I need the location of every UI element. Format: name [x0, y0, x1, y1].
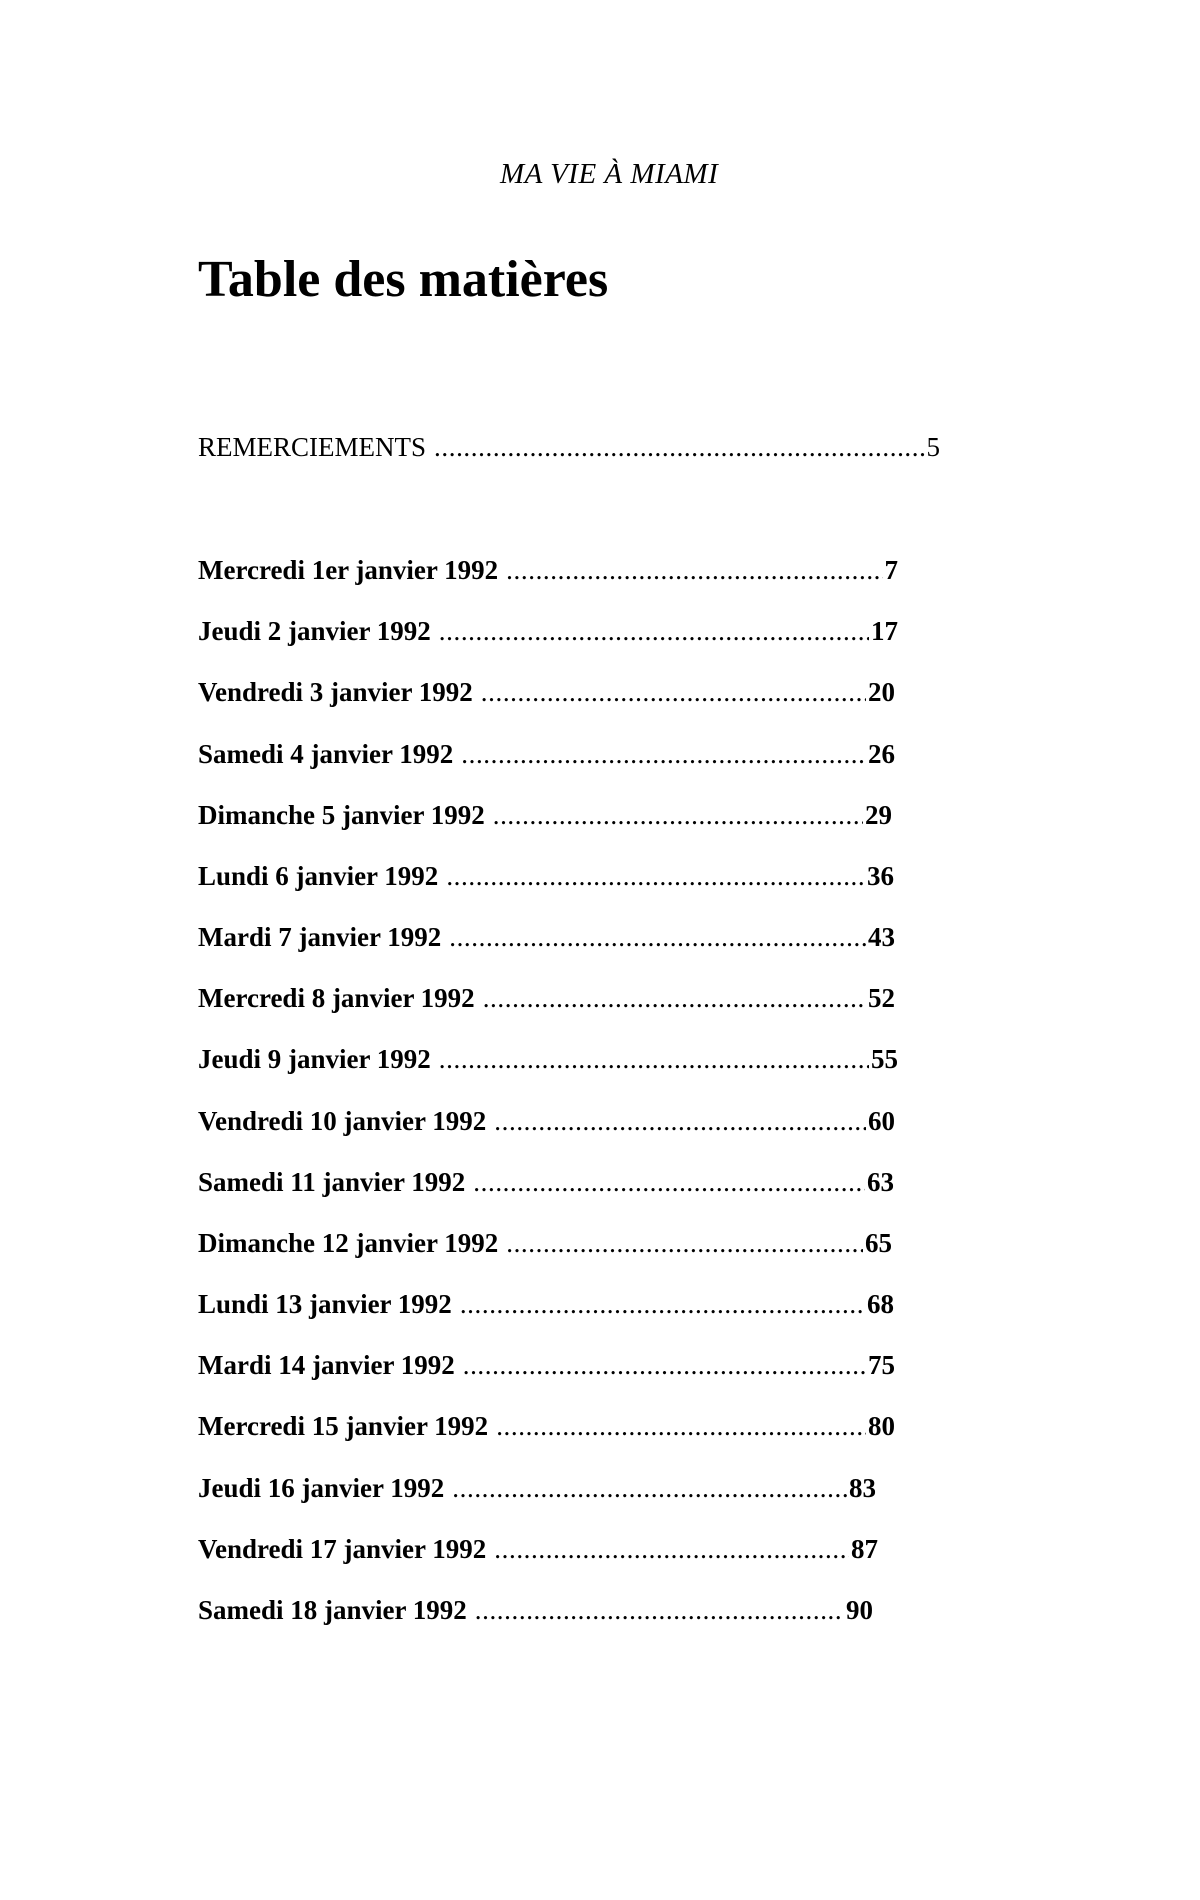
toc-entry-page: 75	[868, 1350, 895, 1380]
toc-entry[interactable]	[198, 1106, 895, 1140]
toc-entry[interactable]	[198, 1473, 876, 1507]
toc-entry[interactable]	[198, 983, 895, 1017]
toc-entry-label: Jeudi 2 janvier 1992	[198, 616, 431, 646]
toc-entry-page: 52	[868, 983, 895, 1013]
running-header: MA VIE À MIAMI	[500, 158, 719, 190]
toc-entry-page: 80	[868, 1411, 895, 1441]
dot-leader	[506, 1228, 863, 1259]
toc-entry-label: Dimanche 5 janvier 1992	[198, 800, 485, 830]
toc-entry-label: Samedi 18 janvier 1992	[198, 1595, 467, 1625]
toc-entry[interactable]	[198, 861, 894, 895]
toc-entry-page: 43	[868, 922, 895, 952]
toc-entry-label: Vendredi 10 janvier 1992	[198, 1106, 487, 1136]
toc-entry-label: Jeudi 16 janvier 1992	[198, 1473, 445, 1503]
dot-leader	[481, 677, 866, 708]
toc-entry-page: 60	[868, 1106, 895, 1136]
toc-entry-page: 83	[849, 1473, 876, 1503]
dot-leader	[493, 800, 863, 831]
page-title: Table des matières	[198, 251, 609, 308]
dot-leader	[452, 1473, 847, 1504]
dot-leader	[449, 922, 866, 953]
toc-entry[interactable]	[198, 1411, 895, 1445]
toc-entry[interactable]	[198, 1289, 894, 1323]
toc-entry[interactable]	[198, 1350, 895, 1384]
toc-entry-label: Samedi 4 janvier 1992	[198, 739, 454, 769]
toc-entry-page: 17	[871, 616, 898, 646]
toc-entry[interactable]	[198, 555, 898, 589]
toc-entry[interactable]	[198, 616, 898, 650]
toc-entry[interactable]	[198, 677, 895, 711]
toc-entry[interactable]	[198, 1167, 894, 1201]
toc-entry-label: Mercredi 1er janvier 1992	[198, 555, 499, 585]
toc-entry-page: 90	[846, 1595, 873, 1625]
dot-leader	[496, 1411, 866, 1442]
toc-entry[interactable]	[198, 922, 895, 956]
toc-entry-label: Mercredi 8 janvier 1992	[198, 983, 475, 1013]
toc-entry-label: Mardi 7 janvier 1992	[198, 922, 442, 952]
toc-entry[interactable]	[198, 1595, 873, 1629]
toc-entry-page: 68	[867, 1289, 894, 1319]
toc-entry-page: 7	[884, 555, 898, 585]
toc-entry[interactable]	[198, 739, 895, 773]
toc-entry-label: Jeudi 9 janvier 1992	[198, 1044, 431, 1074]
dot-leader	[494, 1534, 849, 1565]
dot-leader	[439, 616, 869, 647]
toc-entry-label: Lundi 13 janvier 1992	[198, 1289, 452, 1319]
toc-entry-label: Mercredi 15 janvier 1992	[198, 1411, 489, 1441]
toc-entry-label: Vendredi 3 janvier 1992	[198, 677, 473, 707]
toc-entry-page: 65	[865, 1228, 892, 1258]
toc-entry[interactable]	[198, 1044, 898, 1078]
dot-leader	[434, 432, 924, 463]
toc-entry[interactable]	[198, 800, 892, 834]
dot-leader	[439, 1044, 869, 1075]
toc-entry-page: 20	[868, 677, 895, 707]
dot-leader	[460, 1289, 865, 1320]
toc-entry-label: Lundi 6 janvier 1992	[198, 861, 439, 891]
dot-leader	[483, 983, 866, 1014]
dot-leader	[473, 1167, 865, 1198]
toc-entry-remerciements[interactable]	[198, 432, 940, 466]
toc-entry-page: 55	[871, 1044, 898, 1074]
toc-entry-label: REMERCIEMENTS	[198, 432, 427, 462]
dot-leader	[446, 861, 865, 892]
dot-leader	[494, 1106, 866, 1137]
toc-entry-page: 5	[926, 432, 940, 462]
toc-entry[interactable]	[198, 1534, 878, 1568]
dot-leader	[506, 555, 882, 586]
toc-entry-label: Dimanche 12 janvier 1992	[198, 1228, 499, 1258]
dot-leader	[463, 1350, 866, 1381]
toc-entry-page: 29	[865, 800, 892, 830]
toc-entry-label: Mardi 14 janvier 1992	[198, 1350, 455, 1380]
dot-leader	[461, 739, 866, 770]
dot-leader	[475, 1595, 844, 1626]
toc-entry-page: 87	[851, 1534, 878, 1564]
toc-entry-page: 26	[868, 739, 895, 769]
toc-entry-page: 36	[867, 861, 894, 891]
toc-entry-label: Vendredi 17 janvier 1992	[198, 1534, 487, 1564]
toc-entry[interactable]	[198, 1228, 892, 1262]
toc-entry-page: 63	[867, 1167, 894, 1197]
toc-entry-label: Samedi 11 janvier 1992	[198, 1167, 466, 1197]
